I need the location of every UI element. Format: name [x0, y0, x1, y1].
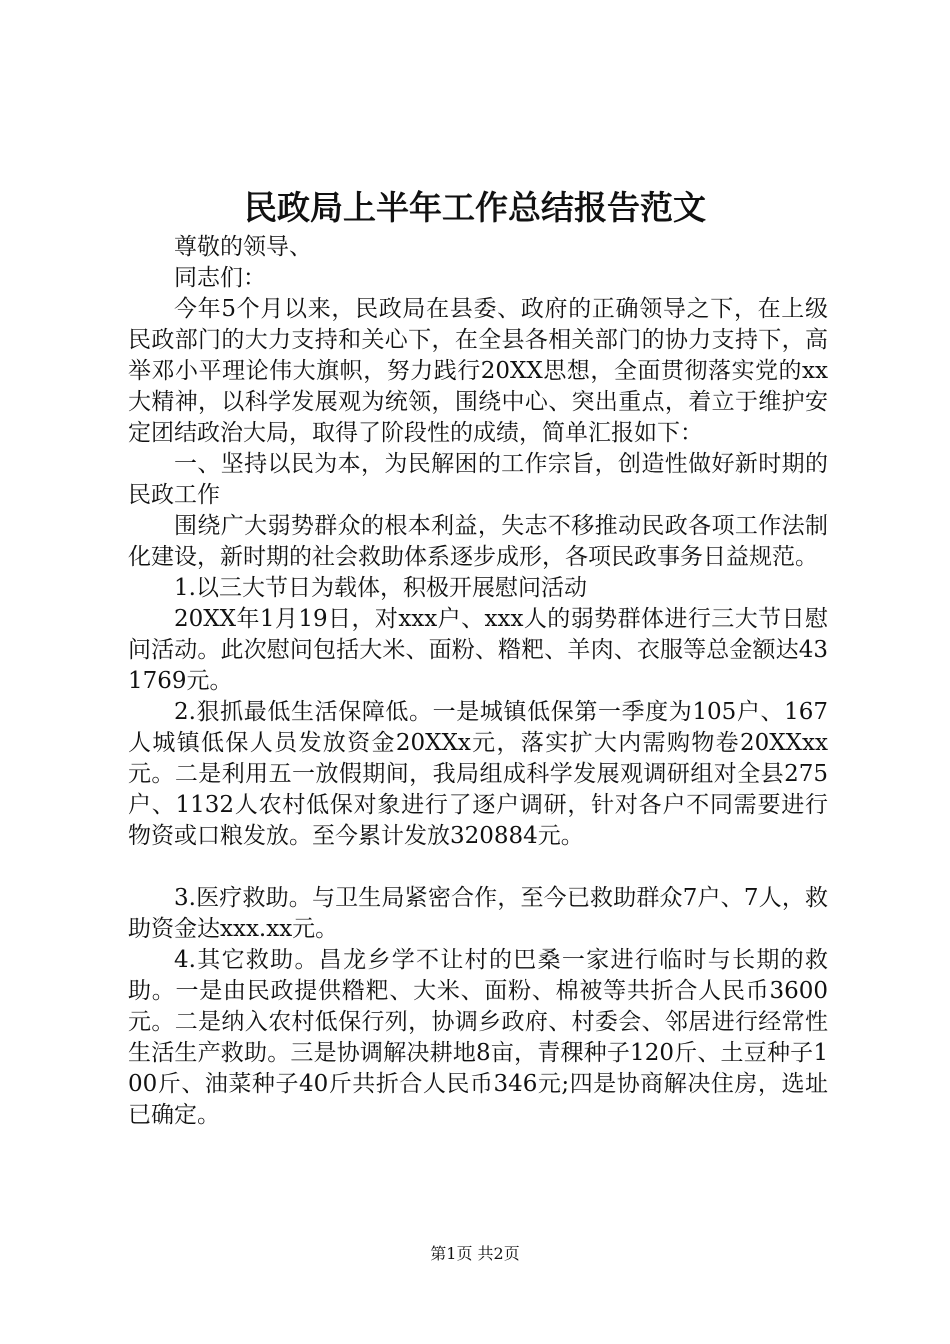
- intro-paragraph: 今年5个月以来，民政局在县委、政府的正确领导之下，在上级民政部门的大力支持和关心下，在全县各相关部门的协力支持下，高举邓小平理论伟大旗帜，努力践行20XX思想，全面贯彻落实党的xx大精神，以科学发展观为统领，围绕中心、突出重点，着立于维护安定团结政治大局，取得了阶段性的成绩，简单汇报如下：: [128, 296, 828, 446]
- item-1-paragraph: 20XX年1月19日，对xxx户、xxx人的弱势群体进行三大节日慰问活动。此次慰问包括大米、面粉、糌粑、羊肉、衣服等总金额达431769元。: [128, 606, 828, 694]
- section-1-paragraph: 围绕广大弱势群众的根本利益，失志不移推动民政各项工作法制化建设，新时期的社会救助体系逐步成形，各项民政事务日益规范。: [128, 513, 828, 570]
- salutation-line-1: 尊敬的领导、: [174, 234, 312, 260]
- section-heading-1: 一、坚持以民为本，为民解困的工作宗旨，创造性做好新时期的民政工作: [128, 451, 828, 508]
- page-number-footer: 第1页 共2页: [430, 1244, 520, 1263]
- item-4-paragraph: 4.其它救助。昌龙乡学不让村的巴桑一家进行临时与长期的救助。一是由民政提供糌粑、大米、面粉、棉被等共折合人民币3600元。二是纳入农村低保行列，协调乡政府、村委会、邻居进行经常性生活生产救助。三是协调解决耕地8亩，青稞种子120斤、土豆种子100斤、油菜种子40斤共折合人民币346元;四是协商解决住房，选址已确定。: [128, 947, 828, 1128]
- item-3-paragraph: 3.医疗救助。与卫生局紧密合作，至今已救助群众7户、7人，救助资金达xxx.xx元。: [128, 885, 828, 942]
- salutation-line-2: 同志们：: [174, 265, 266, 291]
- item-1-heading: 1.以三大节日为载体，积极开展慰问活动: [174, 575, 587, 601]
- document-body: [128, 232, 828, 1131]
- item-2-paragraph: 2.狠抓最低生活保障低。一是城镇低保第一季度为105户、167人城镇低保人员发放资金20XXx元，落实扩大内需购物卷20XXxx元。二是利用五一放假期间，我局组成科学发展观调研组对全县275户、1132人农村低保对象进行了逐户调研，针对各户不同需要进行物资或口粮发放。至今累计发放320884元。: [128, 699, 828, 849]
- document-title: 民政局上半年工作总结报告范文: [244, 188, 706, 227]
